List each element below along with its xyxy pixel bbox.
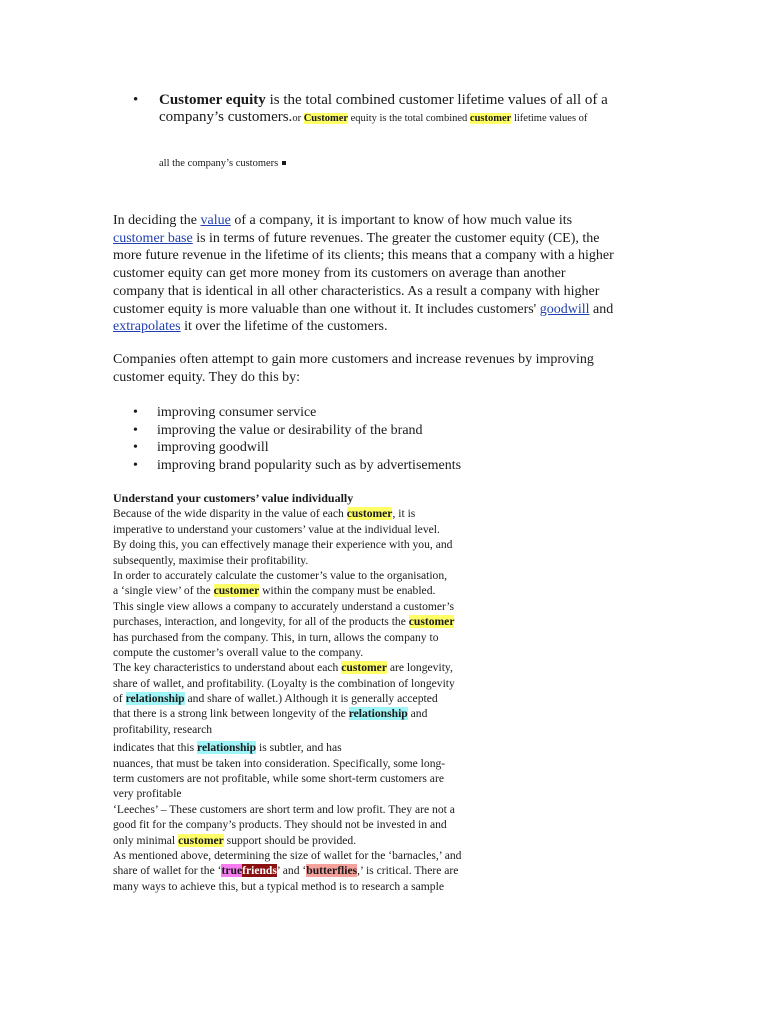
highlight-customer: customer xyxy=(178,833,224,847)
definition-text: is the total combined customer lifetime values of all of a xyxy=(265,92,608,108)
text: share of wallet for the ‘ xyxy=(113,864,222,878)
definition-line-3 xyxy=(159,157,286,170)
term-customer-equity: Customer equity xyxy=(159,92,266,108)
text: only minimal xyxy=(113,833,179,847)
definition-line-1 xyxy=(159,92,608,109)
text: , it is xyxy=(392,507,416,521)
definition-text-2: company’s customers. xyxy=(159,109,293,125)
text: ’ and ‘ xyxy=(276,864,307,878)
text: are longevity, xyxy=(386,661,453,675)
list-item xyxy=(133,422,461,440)
small-text: lifetime values of xyxy=(511,113,588,124)
text: customer equity can get more money from its customers on average than another xyxy=(113,266,566,282)
highlight-true: true xyxy=(221,864,243,878)
text: imperative to understand your customers’ value at the individual level. xyxy=(113,522,440,536)
text: within the company must be enabled. xyxy=(259,584,436,598)
text: subsequently, maximise their profitability. xyxy=(113,553,309,567)
definition-line-2 xyxy=(159,109,587,127)
text: purchases, interaction, and longevity, for all of the products the xyxy=(113,615,409,629)
text: This single view allows a company to accurately understand a customer’s xyxy=(113,599,455,613)
or-text: or xyxy=(292,113,304,124)
link-value[interactable]: value xyxy=(200,213,231,228)
text: and xyxy=(407,707,428,721)
text: customer equity is more valuable than one without it. It includes customers' xyxy=(113,301,540,317)
highlight-relationship: relationship xyxy=(197,741,257,755)
improvement-list xyxy=(133,404,461,474)
text: Because of the wide disparity in the value of each xyxy=(113,507,347,521)
highlight-customer: customer xyxy=(469,113,512,124)
list-item-text: improving the value or desirability of the brand xyxy=(157,422,423,438)
text: and share of wallet.) Although it is generally accepted xyxy=(184,692,438,706)
highlight-friends: friends xyxy=(242,864,277,878)
text: ,’ is critical. There are xyxy=(357,864,459,878)
highlight-relationship: relationship xyxy=(125,692,185,706)
paragraph-improving xyxy=(113,351,673,386)
section-customer-value xyxy=(113,491,513,894)
small-text: all the company’s customers xyxy=(159,158,279,169)
section-heading: Understand your customers’ value individually xyxy=(113,491,354,505)
text: The key characteristics to understand about each xyxy=(113,661,342,675)
end-square-icon xyxy=(282,161,286,165)
text: a ‘single view’ of the xyxy=(113,584,214,598)
text: that there is a strong link between longevity of the xyxy=(113,707,349,721)
list-item xyxy=(133,457,461,475)
text: support should be provided. xyxy=(223,833,357,847)
text: many ways to achieve this, but a typical method is to research a sample xyxy=(113,879,444,893)
text: more future revenue in the lifetime of its clients; this means that a company with a higher xyxy=(113,248,614,264)
text: As mentioned above, determining the size of wallet for the ‘barnacles,’ and xyxy=(113,848,462,862)
text: of xyxy=(113,692,126,706)
text: profitability, research xyxy=(113,722,213,736)
text: very profitable xyxy=(113,787,182,801)
text: has purchased from the company. This, in turn, allows the company to xyxy=(113,630,439,644)
bullet-dot-icon: • xyxy=(133,422,138,438)
list-item-text: improving consumer service xyxy=(157,405,317,420)
text: nuances, that must be taken into consideration. Specifically, some long- xyxy=(113,756,446,770)
list-item-text: improving brand popularity such as by advertisements xyxy=(157,457,462,473)
list-item xyxy=(133,404,461,422)
highlight-customer: customer xyxy=(341,661,387,675)
highlight-butterflies: butterflies xyxy=(306,864,358,878)
text: share of wallet, and profitability. (Loyalty is the combination of longevity xyxy=(113,676,455,690)
text: and xyxy=(589,301,614,317)
bullet-dot-icon: • xyxy=(133,92,139,108)
small-text: equity is the total combined xyxy=(348,113,470,124)
text: In order to accurately calculate the customer’s value to the organisation, xyxy=(113,568,448,582)
bullet-dot-icon: • xyxy=(133,440,138,455)
text: ‘Leeches’ – These customers are short term and low profit. They are not a xyxy=(113,802,455,816)
list-item-text: improving goodwill xyxy=(157,440,269,455)
text: In deciding the xyxy=(113,213,201,228)
text: company that is identical in all other characteristics. As a result a company with higher xyxy=(113,283,600,299)
text: is in terms of future revenues. The greater the customer equity (CE), the xyxy=(192,230,600,246)
link-goodwill[interactable]: goodwill xyxy=(539,301,590,317)
link-customer-base[interactable]: customer base xyxy=(113,230,193,246)
text: good fit for the company’s products. They should not be invested in and xyxy=(113,818,447,832)
text: compute the customer’s overall value to the company. xyxy=(113,645,364,659)
list-item xyxy=(133,439,461,457)
highlight-customer: customer xyxy=(346,507,393,521)
bullet-dot-icon: • xyxy=(133,457,138,473)
highlight-relationship: relationship xyxy=(348,707,408,721)
text: term customers are not profitable, while some short-term customers are xyxy=(113,772,444,786)
paragraph-value xyxy=(113,212,673,336)
text: it over the lifetime of the customers. xyxy=(180,319,388,335)
text: is subtler, and has xyxy=(256,741,342,755)
text: indicates that this xyxy=(113,741,198,755)
text: customer equity. They do this by: xyxy=(113,369,301,385)
bullet-dot-icon: • xyxy=(133,405,138,420)
text: of a company, it is important to know of how much value its xyxy=(230,213,573,228)
link-extrapolates[interactable]: extrapolates xyxy=(113,319,181,335)
text: Companies often attempt to gain more customers and increase revenues by improving xyxy=(113,352,594,367)
highlight-customer: Customer xyxy=(303,113,349,124)
highlight-customer: customer xyxy=(408,615,455,629)
text: By doing this, you can effectively manage their experience with you, and xyxy=(113,538,453,552)
highlight-customer: customer xyxy=(213,584,260,598)
